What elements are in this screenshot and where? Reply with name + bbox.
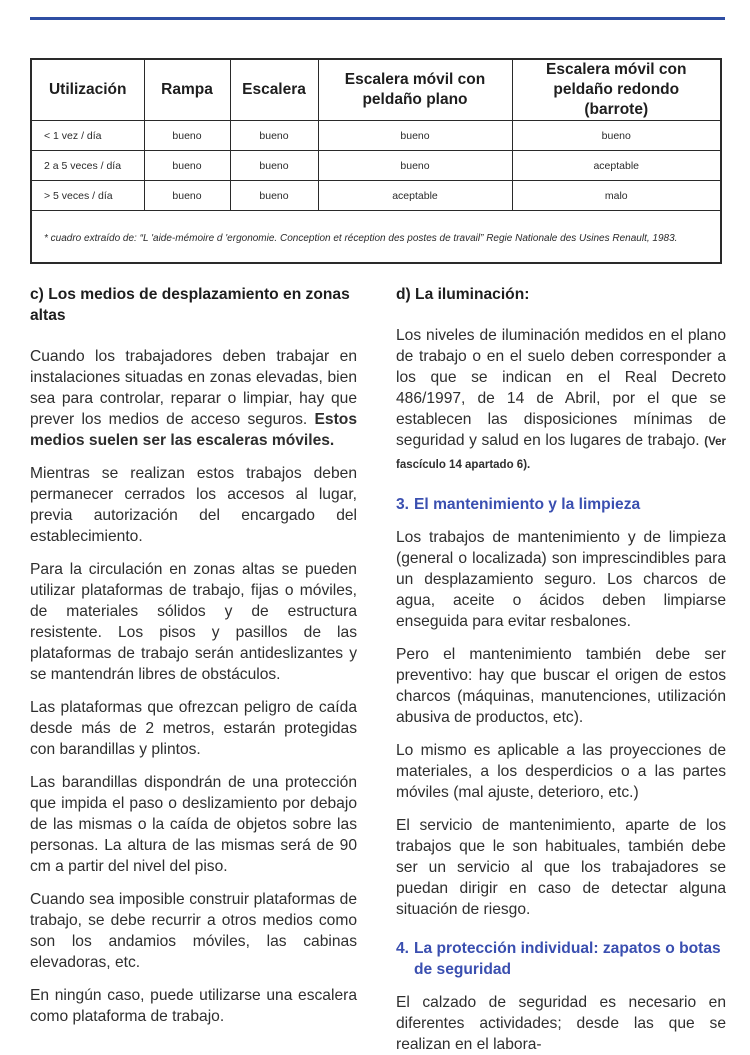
table-cell: malo [512,181,720,211]
table-cell: bueno [230,151,318,181]
table-cell: aceptable [512,151,720,181]
section-number: 4. [396,940,410,957]
paragraph-text: Cuando los trabajadores deben trabajar en instalaciones situadas en zonas elevadas, bien sea para controlar, reparar o limpiar, hay que prever los medios de acceso seguros. [30,348,357,428]
table-header-row [32,60,720,121]
table-cell: bueno [230,121,318,151]
paragraph: Cuando sea imposible construir plataformas de trabajo, se debe recurrir a otros medios como son los andamios móviles, las cabinas elevadoras, etc. [30,891,357,971]
table-cell: bueno [144,151,230,181]
access-means-table [32,60,720,211]
section-heading-iluminacion: d) La iluminación: [396,286,530,303]
paragraph: Para la circulación en zonas altas se pueden utilizar plataformas de trabajo, fijas o móviles, de materiales sólidos y de estructura resistente. Los pisos y pasillos de las plataformas de trabajo serán antideslizantes y se mantendrán libres de obstáculos. [30,561,357,683]
top-rule [30,17,725,20]
paragraph: El calzado de seguridad es necesario en diferentes actividades; desde las que se realizan en el labora- [396,994,726,1053]
table-cell: > 5 veces / día [32,181,144,211]
section-heading-medios-zonas-altas: c) Los medios de desplazamiento en zonas altas [30,286,350,324]
table-cell: bueno [144,121,230,151]
col-header-escalera-plano: Escalera móvil con peldaño plano [318,60,512,121]
paragraph: Mientras se realizan estos trabajos deben permanecer cerrados los accesos al lugar, previa autorización del encargado del establecimiento. [30,465,357,545]
fasciculo-reference: (Ver fascículo 14 apartado 6). [396,436,726,471]
table-cell: aceptable [318,181,512,211]
right-column [396,284,726,1055]
paragraph: Lo mismo es aplicable a las proyecciones de materiales, a los desperdicios o a las partes móviles (mal ajuste, deterioro, etc.) [396,742,726,801]
table-cell: bueno [230,181,318,211]
left-column [30,284,357,1027]
table-cell: bueno [512,121,720,151]
table-footnote: * cuadro extraído de: “L 'aide-mémoire d 'ergonomie. Conception et réception des postes de travail” Regie Nationale des Usines Renault, 1983. [44,233,678,244]
section-heading-proteccion-individual [396,938,726,980]
section-title: El mantenimiento y la limpieza [414,496,641,513]
col-header-rampa: Rampa [144,60,230,121]
section-number: 3. [396,496,410,513]
section-title: La protección individual: zapatos o botas de seguridad [414,940,721,978]
col-header-escalera: Escalera [230,60,318,121]
paragraph: Los trabajos de mantenimiento y de limpieza (general o localizada) son imprescindibles para un desplazamiento seguro. Los charcos de agua, aceite o ácidos deben limpiarse enseguida para evitar resbalones. [396,529,726,630]
paragraph: En ningún caso, puede utilizarse una escalera como plataforma de trabajo. [30,987,357,1025]
paragraph: Las barandillas dispondrán de una protección que impida el paso o deslizamiento por debajo de las mismas o la caída de objetos sobre las personas. La altura de las mismas será de 90 cm a partir del nivel del piso. [30,774,357,875]
paragraph [396,325,726,476]
table-cell: bueno [318,121,512,151]
table-row [32,151,720,181]
comparison-table [30,58,722,264]
col-header-escalera-redondo: Escalera móvil con peldaño redondo (barrote) [512,60,720,121]
table-row [32,121,720,151]
paragraph: Las plataformas que ofrezcan peligro de caída desde más de 2 metros, estarán protegidas con barandillas y plintos. [30,699,357,758]
table-cell: bueno [318,151,512,181]
paragraph: El servicio de mantenimiento, aparte de los trabajos que le son habituales, también debe ser un servicio al que los trabajadores se puedan dirigir en caso de detectar alguna situación de riesgo. [396,817,726,918]
table-row [32,181,720,211]
paragraph-bold-text: Estos medios suelen ser las escaleras móviles. [30,411,357,449]
table-cell: bueno [144,181,230,211]
paragraph [30,346,357,451]
table-cell: 2 a 5 veces / día [32,151,144,181]
col-header-utilizacion: Utilización [32,60,144,121]
paragraph: Pero el mantenimiento también debe ser preventivo: hay que buscar el origen de estos charcos (máquinas, manutenciones, utilización abusiva de productos, etc). [396,646,726,726]
section-heading-mantenimiento [396,494,726,515]
table-cell: < 1 vez / día [32,121,144,151]
paragraph-text: Los niveles de iluminación medidos en el plano de trabajo o en el suelo deben corresponder a los que se indican en el Real Decreto 486/1997, de 14 de Abril, por el que se establecen las disposiciones mínimas de seguridad y salud en los lugares de trabajo. [396,327,726,449]
